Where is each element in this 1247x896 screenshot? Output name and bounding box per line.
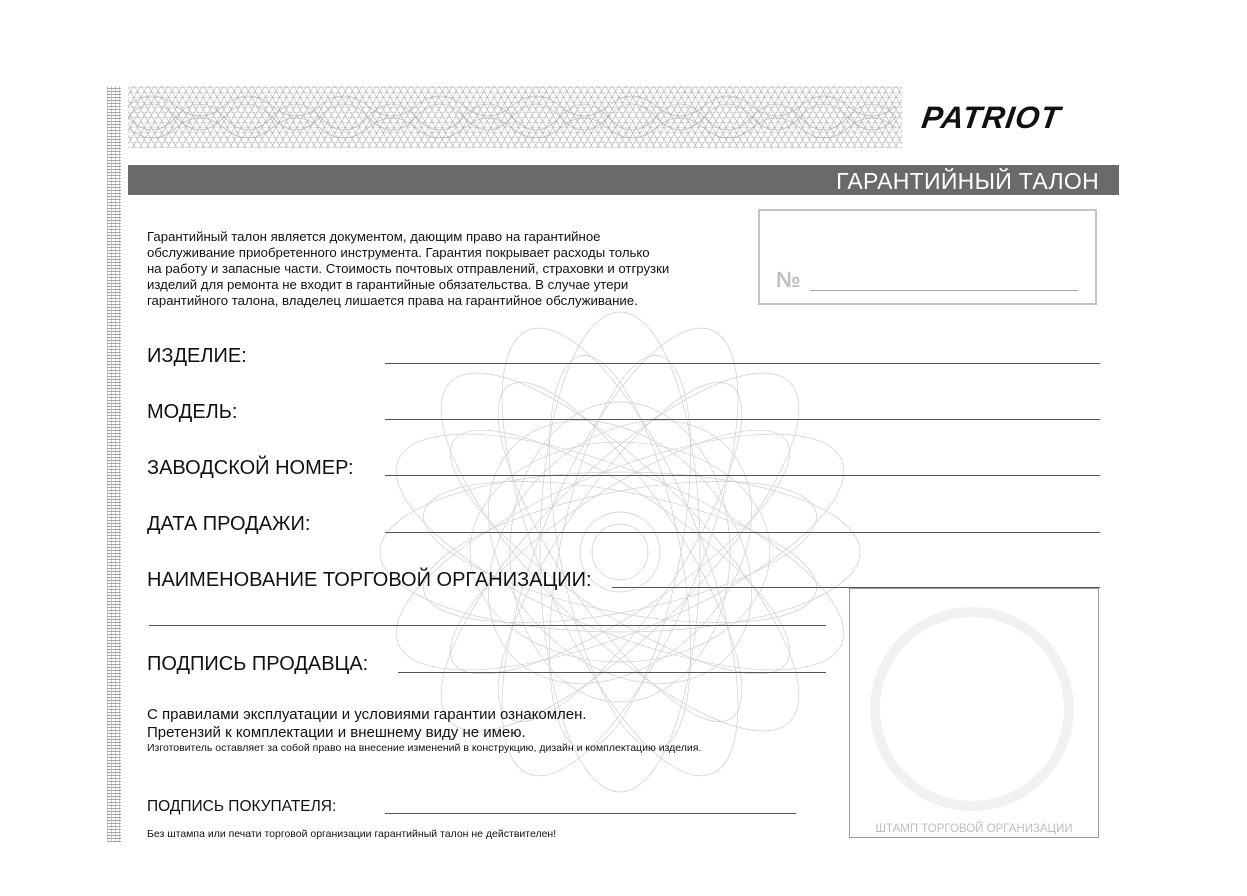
seller-signature-label: ПОДПИСЬ ПРОДАВЦА: [147, 653, 369, 675]
title-bar [128, 165, 1119, 195]
buyer-signature-field[interactable] [385, 813, 796, 814]
footer-note: Без штампа или печати торговой организации гарантийный талон не действителен! [147, 828, 557, 840]
stamp-label: ШТАМП ТОРГОВОЙ ОРГАНИЗАЦИИ [875, 823, 1073, 835]
sale-date-label: ДАТА ПРОДАЖИ: [147, 513, 311, 535]
intro-line: обслуживание приобретенного инструмента. Гарантия покрывает расходы только [147, 245, 650, 260]
sale-date-field[interactable] [385, 532, 1100, 533]
manufacturer-note: Изготовитель оставляет за собой право на внесение изменений в конструкцию, дизайн и комплектацию изделия. [147, 742, 702, 754]
intro-line: на работу и запасные части. Стоимость почтовых отправлений, страховки и отгрузки [147, 261, 670, 276]
serial-number-label: ЗАВОДСКОЙ НОМЕР: [147, 457, 354, 479]
buyer-signature-label: ПОДПИСЬ ПОКУПАТЕЛЯ: [147, 798, 337, 815]
seller-signature-field[interactable] [398, 672, 826, 673]
stamp-box [849, 588, 1099, 838]
stamp-circle [870, 607, 1074, 811]
serial-number-field[interactable] [385, 475, 1100, 476]
intro-line: изделий для ремонта не входит в гарантийные обязательства. В случае утери [147, 277, 629, 292]
page-title: ГАРАНТИЙНЫЙ ТАЛОН [836, 168, 1099, 194]
intro-line: Гарантийный талон является документом, дающим право на гарантийное [147, 229, 601, 244]
organization-label: НАИМЕНОВАНИЕ ТОРГОВОЙ ОРГАНИЗАЦИИ: [147, 569, 592, 591]
product-field[interactable] [385, 363, 1100, 364]
acknowledgement-line-1: С правилами эксплуатации и условиями гарантии ознакомлен. [147, 706, 587, 723]
perforation-strip [107, 86, 121, 842]
patriot-logo: PATRIOT [919, 100, 1063, 135]
number-symbol: № [776, 267, 801, 292]
model-field[interactable] [385, 419, 1100, 420]
header-guilloche-waves [128, 86, 902, 148]
intro-line: гарантийного талона, владелец лишается права на гарантийное обслуживание. [147, 293, 638, 308]
model-label: МОДЕЛЬ: [147, 401, 238, 423]
product-label: ИЗДЕЛИЕ: [147, 345, 247, 367]
organization-field-line2[interactable] [149, 625, 826, 626]
acknowledgement-line-2: Претензий к комплектации и внешнему виду не имею. [147, 724, 526, 741]
